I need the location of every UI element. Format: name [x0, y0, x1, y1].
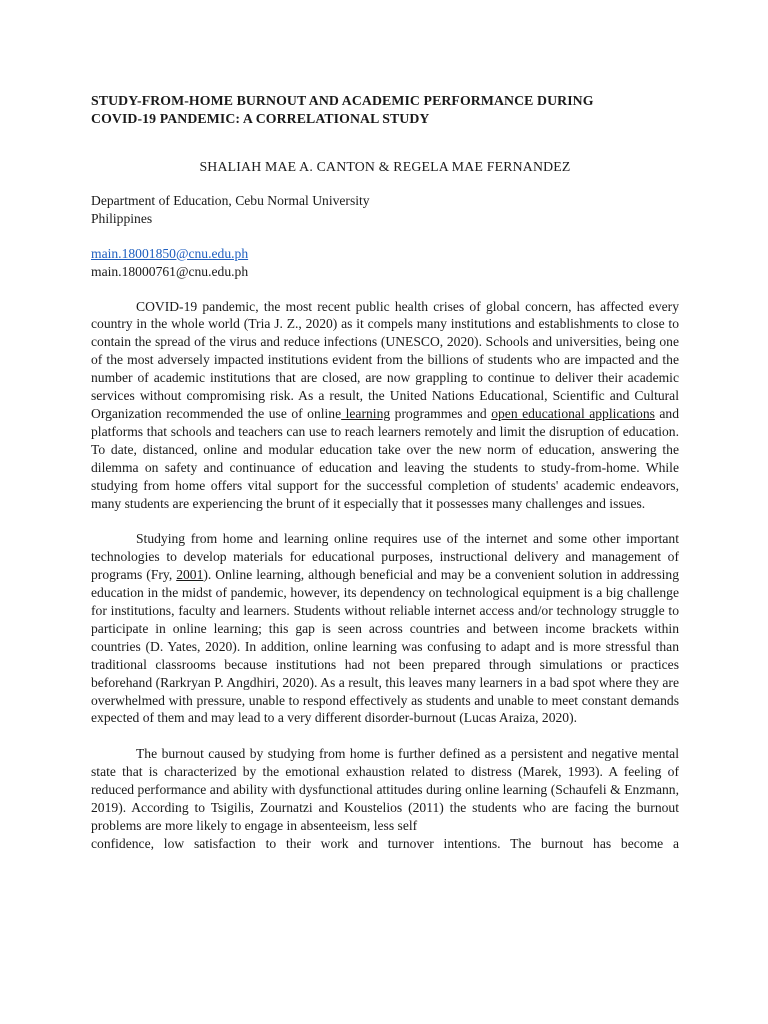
- paper-page: [91, 92, 679, 853]
- paragraph-1-text-a: COVID-19 pandemic, the most recent public health crises of global concern, has affected every country in the whole world (Tria J. Z., 2020) as it compels many institutions and establishments to close to contain the spread of the virus and reduce infections (UNESCO, 2020). Schools and universities, being one of the most adversely impacted institutions evident from the billions of students who are impacted and the number of academic institutions that are closed, are now grappling to continue to deliver their academic services without compromising risk. As a result, the United Nations Educational, Scientific and Cultural Organization recommended the use of online: [91, 298, 679, 421]
- title-line-2: COVID-19 PANDEMIC: A CORRELATIONAL STUDY: [91, 111, 430, 126]
- title-line-1: STUDY-FROM-HOME BURNOUT AND ACADEMIC PERFORMANCE DURING: [91, 93, 594, 108]
- learning-link[interactable]: learning: [341, 405, 391, 421]
- paragraph-2-text-b: ). Online learning, although beneficial and may be a convenient solution in addressing education in the midst of pandemic, however, its dependency on technological equipment is a big challenge for institutions, faculty and learners. Students without reliable internet access and/or technology struggle to participate in online learning; this gap is seen across countries and between income brackets within countries (D. Yates, 2020). In addition, online learning was confusing to adapt and is more stressful than traditional classrooms because institutions had not been prepared through simulations or practices beforehand (Rarkryan P. Angdhiri, 2020). As a result, this leaves many learners in a bad spot where they are overwhelmed with pressure, unable to respond effectively as students and unable to meet constant demands expected of them and may lead to a very different disorder-burnout (Lucas Araiza, 2020).: [91, 567, 679, 726]
- author-list: SHALIAH MAE A. CANTON & REGELA MAE FERNANDEZ: [199, 159, 571, 174]
- paragraph-1-text-c: and platforms that schools and teachers can use to reach learners remotely and limit the disruption of education. To date, distanced, online and modular education take over the new norm of education, answering the dilemma on safety and continuance of education and leaving the students to study-from-home. While studying from home offers vital support for the successful completion of students' academic endeavors, many students are experiencing the brunt of it especially that it possesses many challenges and issues.: [91, 405, 680, 511]
- open-educational-applications-link[interactable]: open educational applications: [491, 405, 655, 421]
- paragraph-1-text-b: programmes and: [390, 405, 492, 421]
- fry-2001-link[interactable]: 2001: [176, 567, 204, 583]
- paper-title: [91, 92, 679, 128]
- paragraph-3-tail: confidence, low satisfaction to their work and turnover intentions. The burnout has become a: [91, 835, 679, 851]
- email-link-1[interactable]: main.18001850@cnu.edu.ph: [91, 245, 249, 261]
- body-paragraph-2: [91, 530, 679, 727]
- body-paragraph-1: [91, 298, 679, 513]
- affiliation: [91, 192, 679, 228]
- paragraph-3-text: The burnout caused by studying from home is further defined as a persistent and negative mental state that is characterized by the emotional exhaustion related to distress (Marek, 1993). A feeling of reduced performance and ability with dysfunctional attitudes during online learning (Schaufeli & Enzmann, 2019). According to Tsigilis, Zournatzi and Koustelios (2011) the students who are facing the burnout problems are more likely to engage in absenteeism, less self: [91, 746, 679, 833]
- country: Philippines: [91, 210, 153, 226]
- body-paragraph-3: [91, 745, 679, 835]
- department: Department of Education, Cebu Normal University: [91, 192, 370, 208]
- email-block: [91, 245, 679, 281]
- paragraph-2-text-a: Studying from home and learning online requires use of the internet and some other important technologies to develop materials for educational purposes, instructional delivery and management of programs (Fry,: [91, 531, 679, 583]
- email-2: main.18000761@cnu.edu.ph: [91, 263, 249, 279]
